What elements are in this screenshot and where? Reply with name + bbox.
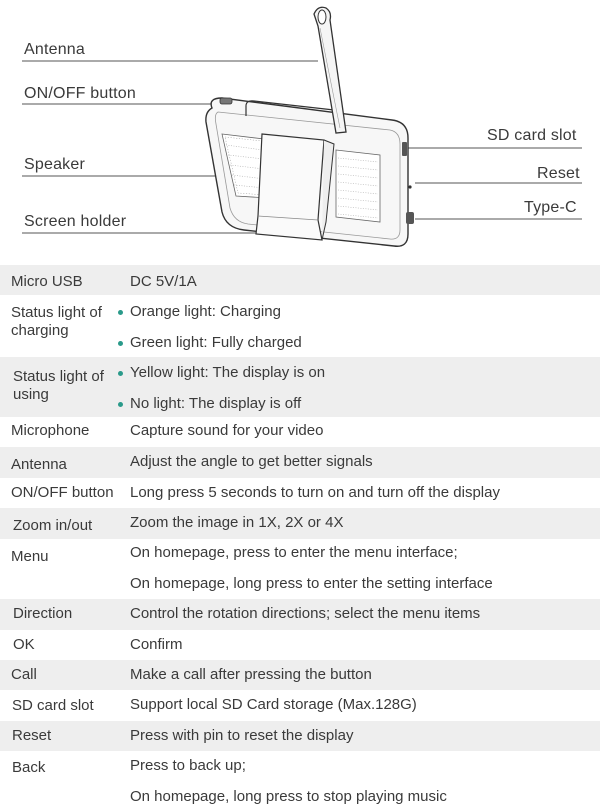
row-description: Green light: Fully charged [130, 334, 302, 351]
row-description: Long press 5 seconds to turn on and turn off the display [130, 484, 500, 501]
reset-callout: Reset [537, 165, 580, 182]
table-row [0, 751, 600, 805]
type-c-callout: Type-C [524, 199, 577, 216]
table-row [0, 508, 600, 539]
row-label: Microphone [11, 422, 90, 439]
row-label: Direction [13, 605, 73, 622]
device-diagram [0, 0, 600, 260]
row-description: Control the rotation directions; select the menu items [130, 605, 481, 622]
table-row [0, 539, 600, 599]
row-label: Back [12, 759, 46, 776]
row-label: ON/OFF button [11, 484, 114, 501]
table-row [0, 721, 600, 751]
sd-card-slot-callout: SD card slot [487, 127, 577, 144]
table-row [0, 265, 600, 295]
bullet-dot [118, 341, 123, 346]
row-label: Status light of charging [11, 304, 102, 339]
table-row [0, 295, 600, 357]
bullet-dot [118, 402, 123, 407]
row-label: Reset [12, 727, 52, 744]
row-description: On homepage, long press to stop playing music [130, 788, 447, 805]
row-label: Zoom in/out [13, 517, 93, 534]
table-row [0, 417, 600, 447]
row-description: Yellow light: The display is on [130, 364, 326, 381]
bullet-dot [118, 310, 123, 315]
row-label: OK [13, 636, 35, 653]
row-label: Call [11, 666, 37, 683]
row-description: Zoom the image in 1X, 2X or 4X [130, 514, 344, 531]
row-description: Press to back up; [130, 757, 246, 774]
table-row [0, 357, 600, 417]
row-label: Micro USB [11, 273, 83, 290]
row-description: Adjust the angle to get better signals [130, 453, 373, 470]
speaker-grille-right [336, 150, 380, 222]
table-row [0, 690, 600, 721]
power-button-callout: ON/OFF button [24, 85, 136, 102]
screen-holder-callout: Screen holder [24, 213, 127, 230]
row-description: Confirm [130, 636, 183, 653]
bullet-dot [118, 371, 123, 376]
table-row [0, 630, 600, 660]
speaker-callout: Speaker [24, 156, 85, 173]
row-description: On homepage, long press to enter the setting interface [130, 575, 493, 592]
row-description: Capture sound for your video [130, 422, 324, 439]
table-row [0, 599, 600, 630]
row-label: SD card slot [12, 697, 94, 714]
row-description: Orange light: Charging [130, 303, 281, 320]
row-label: Menu [11, 548, 49, 565]
row-description: No light: The display is off [130, 395, 302, 412]
row-description: Support local SD Card storage (Max.128G) [130, 696, 417, 713]
row-description: Make a call after pressing the button [130, 666, 372, 683]
row-label: Antenna [11, 456, 67, 473]
row-description: On homepage, press to enter the menu interface; [130, 544, 458, 561]
antenna-callout: Antenna [24, 41, 86, 58]
table-row [0, 447, 600, 478]
table-row [0, 478, 600, 508]
table-row [0, 660, 600, 690]
row-description: Press with pin to reset the display [130, 727, 354, 744]
row-label: Status light of using [13, 368, 104, 403]
row-description: DC 5V/1A [130, 273, 197, 290]
